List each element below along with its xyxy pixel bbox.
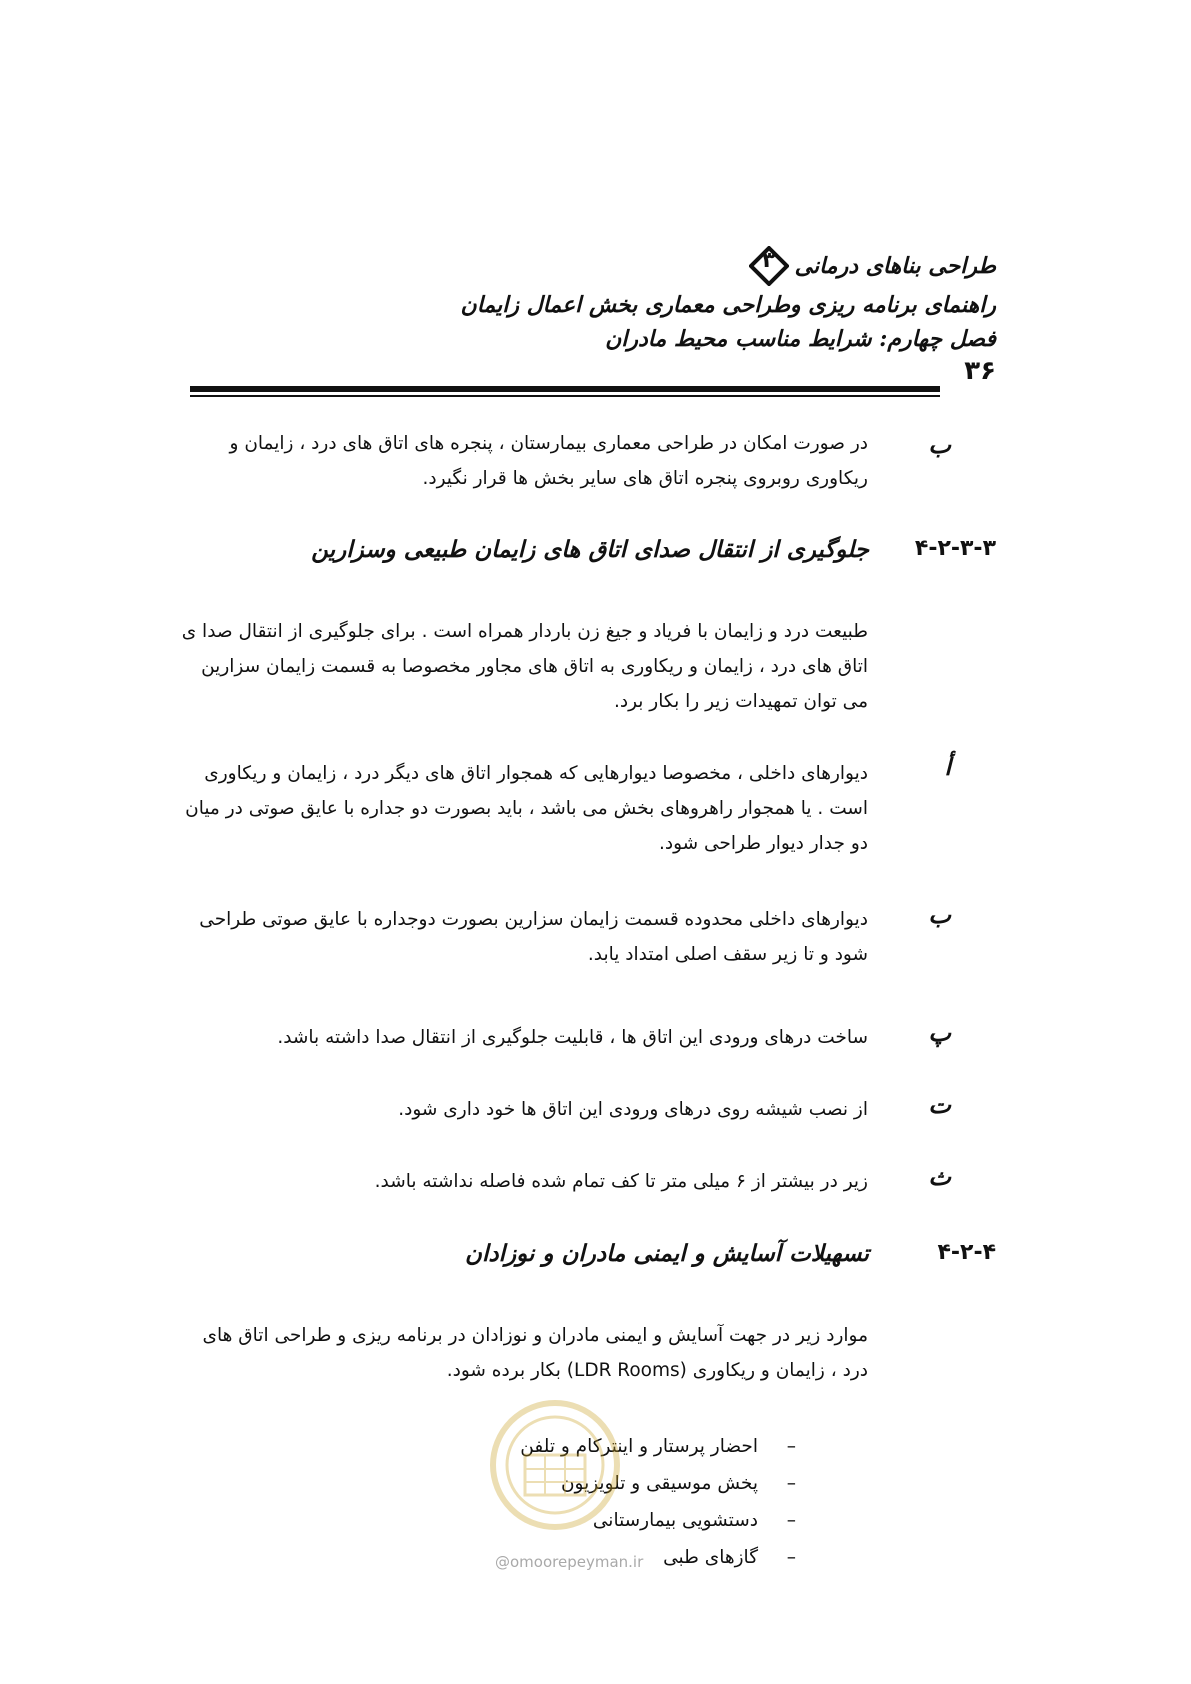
section-title-4: تسهیلات آسایش و ایمنی مادران و نوزادان (465, 1240, 869, 1267)
item-letter-b-top: ب (928, 430, 951, 459)
series-title-row (749, 248, 996, 284)
list-item: – پخش موسیقی و تلویزیون (436, 1465, 796, 1502)
item-letter-b: ب (928, 900, 951, 929)
section-3-intro: طبیعت درد و زایمان با فریاد و جیغ زن باردار همراه است . برای جلوگیری از انتقال صدا ی اتاق های درد ، زایمان و ریکاوری به اتاق های مجاور مخصوصا به قسمت زایمان سزارین می توان تمهیدات زیر را بکار برد. (181, 621, 868, 712)
item-text-te: از نصب شیشه روی درهای ورودی این اتاق ها خود داری شود. (398, 1099, 868, 1120)
watermark-logo (485, 1385, 625, 1545)
volume-badge (749, 246, 789, 286)
list-item: – دستشویی بیمارستانی (436, 1502, 796, 1539)
list-item: – احضار پرستار و اینترکام و تلفن (436, 1428, 796, 1465)
watermark-site: @omoorepeyman.ir (495, 1553, 644, 1571)
section-4-intro: موارد زیر در جهت آسایش و ایمنی مادران و نوزادان در برنامه ریزی و طراحی اتاق های درد ، زایمان و ریکاوری (LDR Rooms) بکار برده شود. (202, 1325, 868, 1381)
dash-marker: – (786, 1547, 796, 1568)
guide-title: راهنمای برنامه ریزی وطراحی معماری بخش اعمال زایمان (460, 292, 996, 318)
item-letter-se: ث (928, 1162, 951, 1191)
page-number: ۳۶ (964, 356, 996, 386)
item-text-b: دیوارهای داخلی محدوده قسمت زایمان سزارین بصورت دوجداره با عایق صوتی طراحی شود و تا زیر سقف اصلی امتداد یابد. (199, 909, 868, 965)
item-text-alef: دیوارهای داخلی ، مخصوصا دیوارهایی که همجوار اتاق های دیگر درد ، زایمان و ریکاوری است . یا همجوار راهروهای بخش می باشد ، باید بصورت دو جداره با عایق صوتی در میان دو جدار دیوار طراحی شود. (185, 763, 868, 854)
dash-marker: – (786, 1473, 796, 1494)
item-text-se: زیر در بیشتر از ۶ میلی متر تا کف تمام شده فاصله نداشته باشد. (374, 1171, 868, 1192)
section-number-4: ۴-۲-۴ (937, 1240, 996, 1265)
series-title: طراحی بناهای درمانی (794, 253, 996, 279)
item-letter-pe: پ (928, 1018, 951, 1047)
dash-marker: – (786, 1510, 796, 1531)
item-letter-alef: أ (944, 752, 951, 781)
item-letter-te: ت (928, 1090, 951, 1119)
list-item: – گازهای طبی (436, 1539, 796, 1576)
header-rule-thin (190, 395, 940, 397)
item-text-b-top: در صورت امکان در طراحی معماری بیمارستان ، پنجره های اتاق های درد ، زایمان و ریکاوری روبروی پنجره اتاق های سایر بخش ها قرار نگیرد. (229, 433, 868, 489)
item-text-pe: ساخت درهای ورودی این اتاق ها ، قابلیت جلوگیری از انتقال صدا داشته باشد. (277, 1027, 868, 1048)
header-rule-thick (190, 386, 940, 392)
section-number-3: ۴-۲-۳-۳ (914, 536, 996, 561)
volume-number: ۳ (761, 248, 776, 273)
chapter-title: فصل چهارم: شرایط مناسب محیط مادران (605, 326, 996, 352)
dash-marker: – (786, 1436, 796, 1457)
section-title-3: جلوگیری از انتقال صدای اتاق های زایمان طبیعی وسزارین (311, 536, 869, 563)
